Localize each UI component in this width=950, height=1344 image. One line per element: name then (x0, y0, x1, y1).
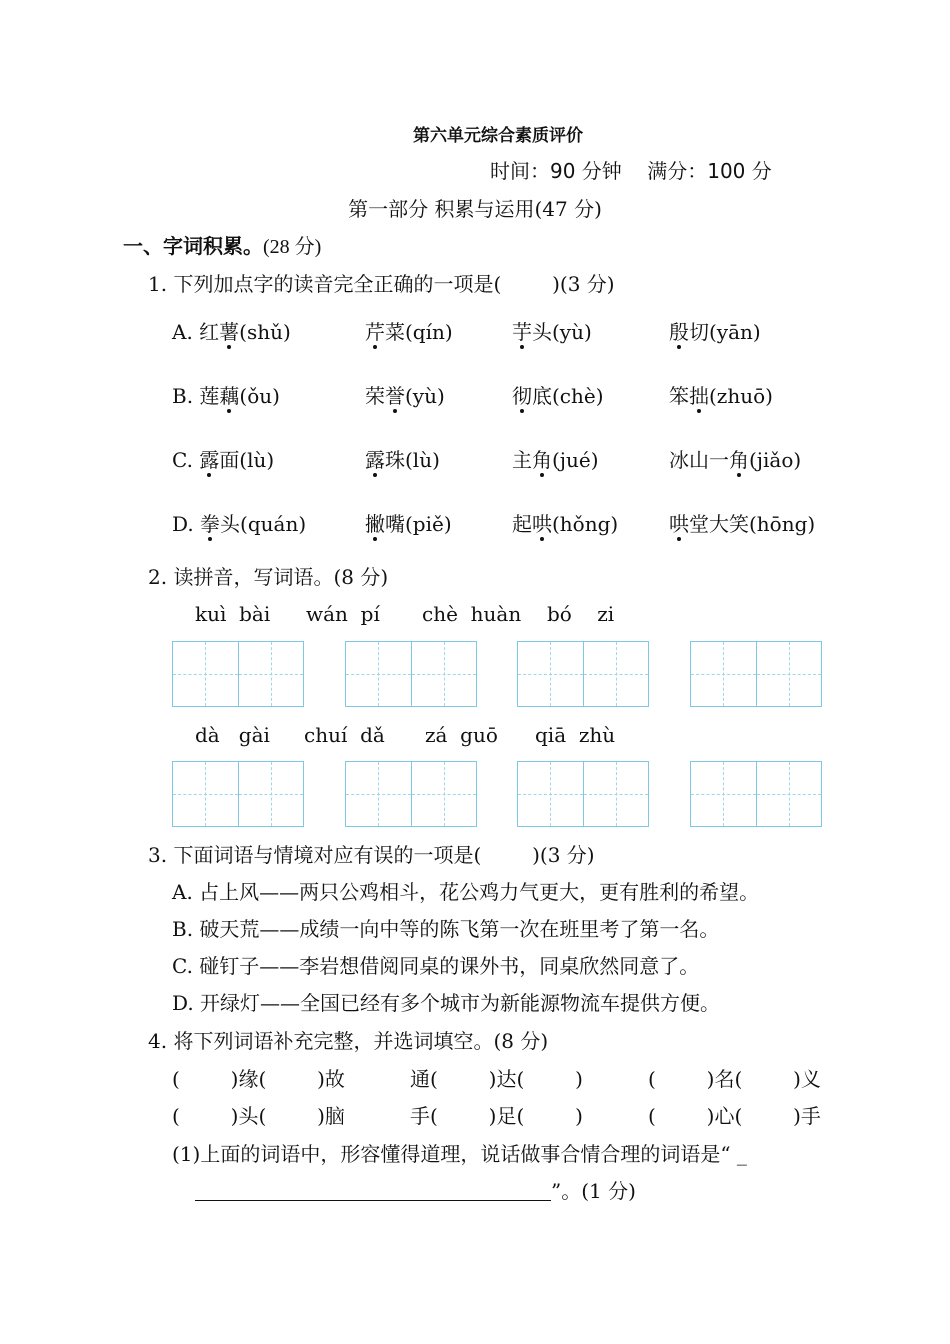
question-3-stem: 3. 下面词语与情境对应有误的一项是( )(3 分) (148, 843, 595, 867)
section-heading (123, 236, 321, 257)
option-text: (ǒu) (239, 384, 280, 408)
option-text: (yù) (405, 384, 445, 408)
writing-grid[interactable] (172, 641, 304, 707)
pinyin-label: wán pí (306, 602, 380, 626)
dotted-char: 藕 (219, 384, 240, 408)
dotted-char: 露 (365, 448, 385, 472)
idiom-blank[interactable]: 手( )足( ) (410, 1104, 583, 1128)
question-1-option-item (365, 386, 445, 406)
question-1-option-item (172, 450, 274, 470)
option-letter: B. (172, 384, 200, 408)
pinyin-label: chè huàn (422, 602, 522, 626)
exam-meta: 时间：90 分钟 满分：100 分 (490, 159, 772, 183)
dotted-char: 殷 (669, 320, 689, 344)
pinyin-label: qiā zhù (535, 723, 616, 747)
question-1-option-item (669, 450, 801, 470)
dotted-char: 角 (532, 448, 552, 472)
writing-grid[interactable] (345, 641, 477, 707)
option-text: 菜(qín) (385, 320, 453, 344)
pinyin-label: dà gài (195, 723, 270, 747)
idiom-blank[interactable]: ( )名( )义 (648, 1067, 821, 1091)
dotted-char: 角 (729, 448, 749, 472)
option-text: (jué) (552, 448, 599, 472)
dotted-char: 誉 (385, 384, 405, 408)
question-1-stem: 1. 下列加点字的读音完全正确的一项是( )(3 分) (148, 272, 615, 296)
question-3-option: B. 破天荒——成绩一向中等的陈飞第一次在班里考了第一名。 (172, 917, 720, 941)
question-1-option-item (172, 322, 291, 342)
idiom-blank[interactable]: ( )心( )手 (648, 1104, 821, 1128)
question-1-option-item (365, 450, 440, 470)
option-text: 底(chè) (532, 384, 604, 408)
question-1-option-item (365, 514, 452, 534)
question-1-option-item (669, 322, 761, 342)
option-text: (jiǎo) (749, 448, 802, 472)
question-4-sub1-tail: ”。(1 分) (551, 1179, 636, 1203)
writing-grid[interactable] (517, 641, 649, 707)
dotted-char: 拙 (689, 384, 709, 408)
dotted-char: 哄 (532, 512, 552, 536)
option-text: 主 (512, 448, 532, 472)
question-3-option: D. 开绿灯——全国已经有多个城市为新能源物流车提供方便。 (172, 991, 721, 1015)
writing-grid[interactable] (345, 761, 477, 827)
idiom-blank[interactable]: 通( )达( ) (410, 1067, 583, 1091)
dotted-char: 露 (199, 448, 220, 472)
question-1-option-item (669, 514, 815, 534)
option-text: 面(lù) (219, 448, 275, 472)
option-text: 嘴(piě) (385, 512, 452, 536)
section-label: 一、字词积累。 (123, 234, 263, 258)
question-1-option-item (512, 450, 599, 470)
option-text: (shǔ) (239, 320, 291, 344)
option-text: 红 (199, 320, 220, 344)
pinyin-label: bó zi (547, 602, 615, 626)
idiom-blank[interactable]: ( )缘( )故 (172, 1067, 345, 1091)
question-4-sub1-line (195, 1181, 636, 1201)
pinyin-label: chuí dǎ (304, 723, 385, 747)
pinyin-label: kuì bài (195, 602, 271, 626)
part-heading: 第一部分 积累与运用(47 分) (348, 197, 602, 221)
dotted-char: 芹 (365, 320, 385, 344)
option-text: 莲 (199, 384, 220, 408)
option-text: 堂大笑(hōng) (689, 512, 816, 536)
dotted-char: 拳 (200, 512, 221, 536)
question-1-option-item (512, 322, 592, 342)
dotted-char: 撇 (365, 512, 385, 536)
question-1-option-item (172, 514, 306, 534)
option-letter: C. (172, 448, 200, 472)
question-1-option-item (365, 322, 453, 342)
idiom-blank[interactable]: ( )头( )脑 (172, 1104, 345, 1128)
writing-grid[interactable] (172, 761, 304, 827)
section-points: (28 分) (263, 236, 322, 258)
question-1-option-item (172, 386, 280, 406)
question-1-option-item (512, 514, 618, 534)
question-3-option: C. 碰钉子——李岩想借阅同桌的课外书，同桌欣然同意了。 (172, 954, 700, 978)
option-text: 头(quán) (220, 512, 307, 536)
dotted-char: 哄 (669, 512, 689, 536)
pinyin-label: zá guō (425, 723, 498, 747)
option-letter: A. (172, 320, 200, 344)
option-text: (hǒng) (552, 512, 619, 536)
writing-grid[interactable] (690, 761, 822, 827)
dotted-char: 薯 (219, 320, 240, 344)
option-text: 荣 (365, 384, 385, 408)
answer-underline[interactable] (195, 1182, 551, 1201)
writing-grid[interactable] (690, 641, 822, 707)
question-2-stem: 2. 读拼音，写词语。(8 分) (148, 565, 389, 589)
option-text: 珠(lù) (385, 448, 440, 472)
writing-grid[interactable] (517, 761, 649, 827)
option-text: 冰山一 (669, 448, 729, 472)
option-text: (zhuō) (709, 384, 773, 408)
question-4-sub1: (1)上面的词语中，形容懂得道理，说话做事合情合理的词语是“ _ (172, 1142, 747, 1166)
option-text: 切(yān) (689, 320, 761, 344)
dotted-char: 芋 (512, 320, 532, 344)
option-text: 笨 (669, 384, 689, 408)
question-3-option: A. 占上风——两只公鸡相斗，花公鸡力气更大，更有胜利的希望。 (172, 880, 760, 904)
question-1-option-item (669, 386, 773, 406)
option-text: 起 (512, 512, 532, 536)
dotted-char: 彻 (512, 384, 532, 408)
question-1-option-item (512, 386, 604, 406)
question-4-stem: 4. 将下列词语补充完整，并选词填空。(8 分) (148, 1029, 549, 1053)
option-text: 头(yù) (532, 320, 592, 344)
option-letter: D. (172, 512, 201, 536)
page-title: 第六单元综合素质评价 (413, 126, 583, 146)
